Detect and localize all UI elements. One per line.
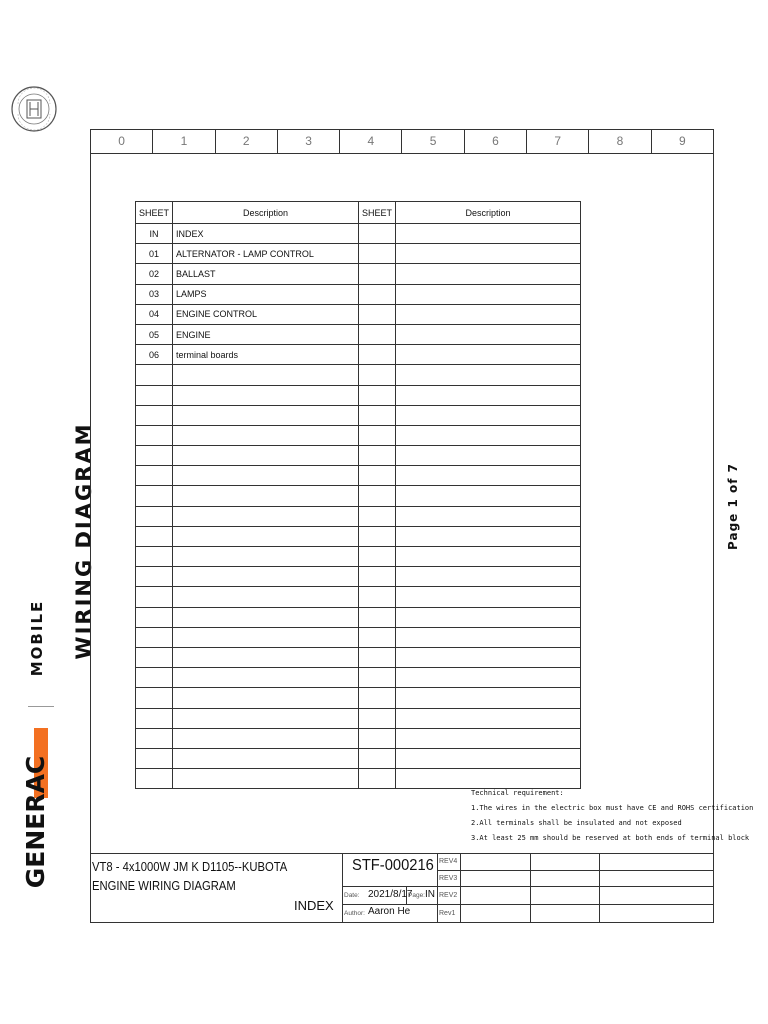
brand-mobile-label: MOBILE bbox=[28, 599, 46, 677]
description-cell: INDEX bbox=[173, 224, 359, 244]
empty-cell bbox=[396, 324, 581, 344]
empty-cell bbox=[359, 547, 396, 567]
tech-item: 1.The wires in the electric box must have CE and ROHS certification bbox=[471, 804, 754, 812]
empty-cell bbox=[396, 466, 581, 486]
page-label: Page: bbox=[408, 892, 425, 899]
empty-cell bbox=[173, 728, 359, 748]
empty-cell bbox=[396, 728, 581, 748]
sheet-cell: 03 bbox=[136, 284, 173, 304]
empty-cell bbox=[173, 405, 359, 425]
empty-cell bbox=[396, 688, 581, 708]
author-value: Aaron He bbox=[368, 906, 411, 917]
empty-cell bbox=[136, 425, 173, 445]
empty-cell bbox=[173, 627, 359, 647]
revision-label: REV3 bbox=[439, 875, 458, 882]
table-row bbox=[136, 607, 581, 627]
empty-cell bbox=[359, 506, 396, 526]
sheet-name: INDEX bbox=[294, 898, 334, 913]
empty-cell bbox=[359, 466, 396, 486]
empty-cell bbox=[173, 688, 359, 708]
empty-cell bbox=[136, 526, 173, 546]
empty-cell bbox=[136, 547, 173, 567]
empty-cell bbox=[396, 284, 581, 304]
empty-cell bbox=[136, 728, 173, 748]
empty-cell bbox=[396, 627, 581, 647]
table-row bbox=[136, 647, 581, 667]
sheet-cell: 04 bbox=[136, 304, 173, 324]
empty-cell bbox=[396, 587, 581, 607]
tech-title: Technical requirement: bbox=[471, 789, 564, 797]
header-sheet-2: SHEET bbox=[359, 202, 396, 224]
empty-cell bbox=[396, 668, 581, 688]
empty-cell bbox=[359, 728, 396, 748]
table-row bbox=[136, 405, 581, 425]
column-ruler-cell: 3 bbox=[278, 130, 340, 153]
empty-cell bbox=[136, 688, 173, 708]
empty-cell bbox=[173, 587, 359, 607]
empty-cell bbox=[136, 385, 173, 405]
description-cell: BALLAST bbox=[173, 264, 359, 284]
brand-divider bbox=[28, 706, 54, 707]
revision-label: REV4 bbox=[439, 858, 458, 865]
column-ruler-cell: 1 bbox=[153, 130, 215, 153]
empty-cell bbox=[173, 446, 359, 466]
empty-cell bbox=[396, 405, 581, 425]
table-row bbox=[136, 627, 581, 647]
description-cell: ENGINE bbox=[173, 324, 359, 344]
column-ruler-cell: 7 bbox=[527, 130, 589, 153]
empty-cell bbox=[359, 688, 396, 708]
empty-cell bbox=[173, 466, 359, 486]
header-description: Description bbox=[173, 202, 359, 224]
empty-cell bbox=[359, 345, 396, 365]
table-row bbox=[136, 425, 581, 445]
sheet-cell: 02 bbox=[136, 264, 173, 284]
empty-cell bbox=[136, 668, 173, 688]
table-row bbox=[136, 466, 581, 486]
column-ruler-cell: 8 bbox=[589, 130, 651, 153]
divider bbox=[342, 904, 714, 905]
table-row bbox=[136, 446, 581, 466]
empty-cell bbox=[359, 668, 396, 688]
empty-cell bbox=[396, 547, 581, 567]
empty-cell bbox=[359, 425, 396, 445]
divider bbox=[342, 853, 343, 923]
empty-cell bbox=[173, 526, 359, 546]
empty-cell bbox=[173, 425, 359, 445]
empty-cell bbox=[359, 587, 396, 607]
column-ruler-cell: 6 bbox=[465, 130, 527, 153]
empty-cell bbox=[359, 304, 396, 324]
divider bbox=[530, 853, 531, 923]
empty-cell bbox=[359, 385, 396, 405]
empty-cell bbox=[136, 607, 173, 627]
table-row bbox=[136, 567, 581, 587]
description-cell: ALTERNATOR - LAMP CONTROL bbox=[173, 244, 359, 264]
divider bbox=[599, 853, 600, 923]
page-indicator: Page 1 of 7 bbox=[726, 463, 740, 550]
empty-cell bbox=[396, 748, 581, 768]
empty-cell bbox=[359, 224, 396, 244]
table-row bbox=[136, 304, 581, 324]
table-row bbox=[136, 708, 581, 728]
empty-cell bbox=[173, 647, 359, 667]
table-row bbox=[136, 324, 581, 344]
empty-cell bbox=[396, 345, 581, 365]
empty-cell bbox=[396, 486, 581, 506]
column-ruler-cell: 9 bbox=[678, 134, 686, 148]
column-ruler-cell: 0 bbox=[91, 130, 153, 153]
revision-label: REV2 bbox=[439, 892, 458, 899]
empty-cell bbox=[359, 526, 396, 546]
empty-cell bbox=[359, 748, 396, 768]
table-row bbox=[136, 587, 581, 607]
empty-cell bbox=[359, 627, 396, 647]
column-ruler-cell: 2 bbox=[216, 130, 278, 153]
empty-cell bbox=[359, 284, 396, 304]
empty-cell bbox=[136, 567, 173, 587]
empty-cell bbox=[396, 506, 581, 526]
table-row bbox=[136, 526, 581, 546]
divider bbox=[342, 886, 714, 887]
empty-cell bbox=[359, 567, 396, 587]
empty-cell bbox=[359, 446, 396, 466]
index-table bbox=[135, 201, 581, 789]
empty-cell bbox=[396, 708, 581, 728]
empty-cell bbox=[359, 486, 396, 506]
divider bbox=[460, 853, 461, 923]
empty-cell bbox=[173, 567, 359, 587]
empty-cell bbox=[396, 446, 581, 466]
table-header-row bbox=[136, 202, 581, 224]
sheet-cell: 05 bbox=[136, 324, 173, 344]
empty-cell bbox=[396, 244, 581, 264]
empty-cell bbox=[396, 224, 581, 244]
empty-cell bbox=[396, 425, 581, 445]
empty-cell bbox=[136, 587, 173, 607]
header-sheet: SHEET bbox=[136, 202, 173, 224]
empty-cell bbox=[136, 446, 173, 466]
divider bbox=[437, 870, 714, 871]
brand-logo: GENERAC bbox=[21, 755, 50, 889]
empty-cell bbox=[173, 385, 359, 405]
empty-cell bbox=[359, 708, 396, 728]
empty-cell bbox=[173, 668, 359, 688]
table-row bbox=[136, 284, 581, 304]
divider bbox=[437, 853, 438, 923]
tech-item: 3.At least 25 mm should be reserved at both ends of terminal block bbox=[471, 834, 750, 842]
empty-cell bbox=[173, 748, 359, 768]
empty-cell bbox=[136, 748, 173, 768]
certification-seal-icon bbox=[10, 76, 58, 162]
description-cell: ENGINE CONTROL bbox=[173, 304, 359, 324]
empty-cell bbox=[396, 647, 581, 667]
column-ruler-cell: 4 bbox=[340, 130, 402, 153]
table-row bbox=[136, 385, 581, 405]
description-cell: terminal boards bbox=[173, 345, 359, 365]
empty-cell bbox=[396, 304, 581, 324]
table-row bbox=[136, 224, 581, 244]
empty-cell bbox=[359, 607, 396, 627]
empty-cell bbox=[359, 647, 396, 667]
empty-cell bbox=[396, 365, 581, 385]
empty-cell bbox=[359, 244, 396, 264]
revision-label: Rev1 bbox=[439, 910, 456, 917]
empty-cell bbox=[136, 647, 173, 667]
empty-cell bbox=[396, 385, 581, 405]
table-row bbox=[136, 506, 581, 526]
empty-cell bbox=[359, 769, 396, 789]
sheet-cell: IN bbox=[136, 224, 173, 244]
page-value: IN bbox=[425, 889, 435, 900]
empty-cell bbox=[173, 708, 359, 728]
date-label: Date: bbox=[344, 892, 360, 899]
column-ruler bbox=[90, 129, 714, 154]
table-row bbox=[136, 345, 581, 365]
empty-cell bbox=[359, 405, 396, 425]
document-number: STF-000216 bbox=[352, 857, 434, 874]
date-value: 2021/8/17 bbox=[368, 889, 413, 900]
empty-cell bbox=[359, 324, 396, 344]
document-type-title: WIRING DIAGRAM bbox=[72, 422, 96, 660]
empty-cell bbox=[136, 466, 173, 486]
column-ruler-cell: 5 bbox=[402, 130, 464, 153]
empty-cell bbox=[173, 769, 359, 789]
description-cell: LAMPS bbox=[173, 284, 359, 304]
technical-requirements bbox=[471, 786, 753, 846]
author-label: Author: bbox=[344, 910, 365, 917]
sheet-cell: 01 bbox=[136, 244, 173, 264]
empty-cell bbox=[136, 627, 173, 647]
empty-cell bbox=[173, 547, 359, 567]
empty-cell bbox=[396, 526, 581, 546]
empty-cell bbox=[136, 708, 173, 728]
empty-cell bbox=[136, 405, 173, 425]
empty-cell bbox=[396, 607, 581, 627]
table-row bbox=[136, 547, 581, 567]
empty-cell bbox=[173, 486, 359, 506]
sheet-cell: 06 bbox=[136, 345, 173, 365]
empty-cell bbox=[173, 506, 359, 526]
table-row bbox=[136, 668, 581, 688]
table-row bbox=[136, 264, 581, 284]
empty-cell bbox=[136, 506, 173, 526]
empty-cell bbox=[396, 264, 581, 284]
table-row bbox=[136, 748, 581, 768]
empty-cell bbox=[173, 365, 359, 385]
empty-cell bbox=[136, 486, 173, 506]
empty-cell bbox=[359, 264, 396, 284]
empty-cell bbox=[136, 769, 173, 789]
empty-cell bbox=[396, 567, 581, 587]
table-row bbox=[136, 486, 581, 506]
table-row bbox=[136, 728, 581, 748]
empty-cell bbox=[136, 365, 173, 385]
header-description-2: Description bbox=[396, 202, 581, 224]
empty-cell bbox=[359, 365, 396, 385]
table-row bbox=[136, 244, 581, 264]
empty-cell bbox=[173, 607, 359, 627]
table-row bbox=[136, 365, 581, 385]
project-title: VT8 - 4x1000W JM K D1105--KUBOTA ENGINE WIRING DIAGRAM bbox=[92, 860, 287, 893]
table-row bbox=[136, 688, 581, 708]
tech-item: 2.All terminals shall be insulated and not exposed bbox=[471, 819, 682, 827]
